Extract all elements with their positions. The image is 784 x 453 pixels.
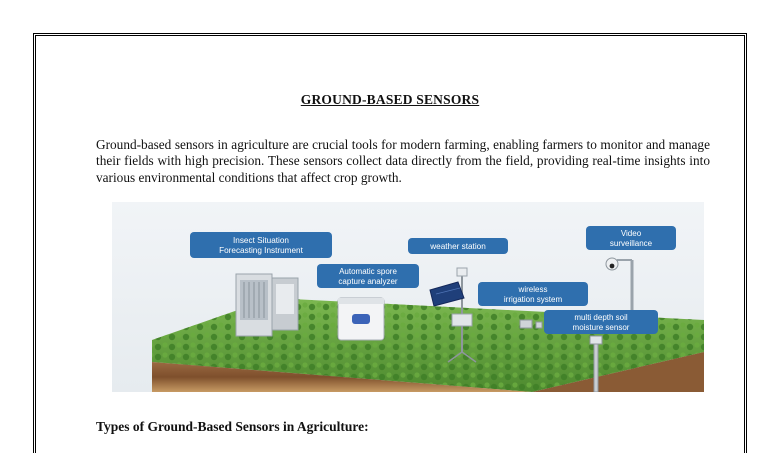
intro-paragraph: Ground-based sensors in agriculture are crucial tools for modern farming, enabling farmers to monitor and manage their fields with high precision. These sensors collect data directly from the field, providing real-time insights into various environmental conditions that affect crop growth. bbox=[96, 137, 710, 185]
insect-instrument-device bbox=[236, 274, 298, 336]
section-subheading: Types of Ground-Based Sensors in Agriculture: bbox=[96, 419, 369, 434]
label-spore bbox=[317, 264, 419, 288]
page-title: GROUND-BASED SENSORS bbox=[300, 92, 480, 107]
label-video bbox=[586, 226, 676, 250]
label-video-line2: surveillance bbox=[609, 239, 653, 248]
sensors-illustration bbox=[112, 202, 704, 392]
label-spore-line2: capture analyzer bbox=[338, 277, 398, 286]
label-insect-line1: Insect Situation bbox=[233, 236, 289, 245]
sensors-illustration-svg bbox=[112, 202, 704, 392]
label-insect-line2: Forecasting Instrument bbox=[219, 246, 303, 255]
spore-analyzer-device bbox=[338, 298, 384, 340]
document-page bbox=[33, 33, 747, 453]
label-irrigation bbox=[478, 282, 588, 306]
label-weather bbox=[408, 238, 508, 254]
label-video-line1: Video bbox=[620, 229, 642, 238]
label-spore-line1: Automatic spore bbox=[339, 267, 397, 276]
label-irrigation-line1: wireless bbox=[518, 285, 548, 294]
label-weather-text: weather station bbox=[430, 242, 486, 251]
label-insect bbox=[190, 232, 332, 258]
label-soil-line2: moisture sensor bbox=[572, 323, 630, 332]
label-soil bbox=[544, 310, 658, 334]
label-irrigation-line2: irrigation system bbox=[503, 295, 563, 304]
label-soil-line1: multi depth soil bbox=[574, 313, 628, 322]
